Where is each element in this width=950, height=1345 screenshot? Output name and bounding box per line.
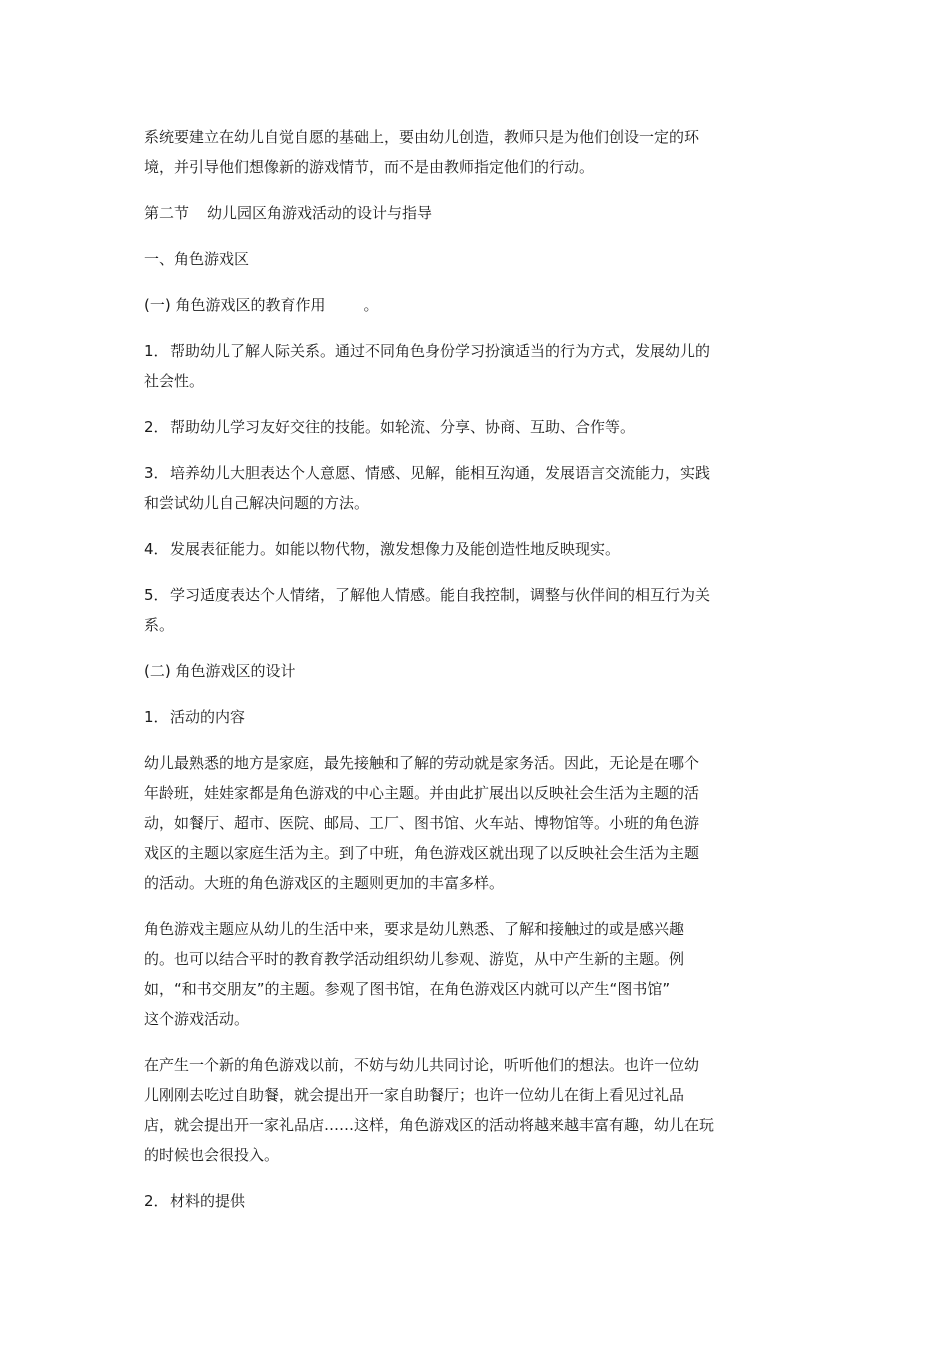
item-number: 1． <box>144 708 169 726</box>
text-line: 的活动。大班的角色游戏区的主题则更加的丰富多样。 <box>144 874 505 892</box>
item-number: 1． <box>144 342 169 360</box>
text-line: 戏区的主题以家庭生活为主。到了中班，角色游戏区就出现了以反映社会生活为主题 <box>144 844 700 862</box>
list-item-5: 5．学习适度表达个人情绪，了解他人情感。能自我控制，调整与伙伴间的相互行为关 系。 <box>144 580 764 640</box>
subheading-materials: 2．材料的提供 <box>144 1186 764 1216</box>
theme-paragraph <box>144 914 764 1034</box>
text-line: 年龄班，娃娃家都是角色游戏的中心主题。并由此扩展出以反映社会生活为主题的活 <box>144 784 700 802</box>
item-number: 5． <box>144 586 169 604</box>
text-line: 社会性。 <box>144 372 205 390</box>
item-number: 2． <box>144 1192 169 1210</box>
subheading-design: (二) 角色游戏区的设计 <box>144 662 296 680</box>
text-line: 和尝试幼儿自己解决问题的方法。 <box>144 494 370 512</box>
item-number: 4． <box>144 540 169 558</box>
intro-paragraph <box>144 122 764 182</box>
section-title: 幼儿园区角游戏活动的设计与指导 <box>207 204 433 222</box>
content-paragraph <box>144 748 764 898</box>
section-prefix: 第二节 <box>144 204 190 222</box>
item-number: 2． <box>144 418 169 436</box>
text-line: 如，“和书交朋友”的主题。参观了图书馆，在角色游戏区内就可以产生“图书馆” <box>144 980 671 998</box>
item-number: 3． <box>144 464 169 482</box>
list-item-3: 3．培养幼儿大胆表达个人意愿、情感、见解，能相互沟通，发展语言交流能力，实践 和尝试幼儿自己解决问题的方法。 <box>144 458 764 518</box>
subheading-activity-content: 1．活动的内容 <box>144 702 764 732</box>
text-line: 儿刚刚去吃过自助餐，就会提出开一家自助餐厅；也许一位幼儿在街上看见过礼品 <box>144 1086 685 1104</box>
text-line: 的时候也会很投入。 <box>144 1146 280 1164</box>
text-line: 境，并引导他们想像新的游戏情节，而不是由教师指定他们的行动。 <box>144 158 595 176</box>
section-heading <box>144 198 764 228</box>
list-item-4: 4．发展表征能力。如能以物代物，激发想像力及能创造性地反映现实。 <box>144 534 764 564</box>
new-game-paragraph <box>144 1050 764 1170</box>
list-item-2: 2．帮助幼儿学习友好交往的技能。如轮流、分享、协商、互助、合作等。 <box>144 412 764 442</box>
heading-role-play-area: 一、角色游戏区 <box>144 250 250 268</box>
text-line: 系。 <box>144 616 175 634</box>
document-page <box>144 122 764 1232</box>
text-line: 幼儿最熟悉的地方是家庭，最先接触和了解的劳动就是家务活。因此，无论是在哪个 <box>144 754 700 772</box>
subheading-educational-role: (一) 角色游戏区的教育作用 。 <box>144 296 379 314</box>
text-line: 动，如餐厅、超市、医院、邮局、工厂、图书馆、火车站、博物馆等。小班的角色游 <box>144 814 700 832</box>
text-line: 这个游戏活动。 <box>144 1010 250 1028</box>
text-line: 系统要建立在幼儿自觉自愿的基础上，要由幼儿创造，教师只是为他们创设一定的环 <box>144 128 700 146</box>
text-line: 角色游戏主题应从幼儿的生活中来，要求是幼儿熟悉、了解和接触过的或是感兴趣 <box>144 920 685 938</box>
text-line: 的。也可以结合平时的教育教学活动组织幼儿参观、游览，从中产生新的主题。例 <box>144 950 685 968</box>
text-line: 店，就会提出开一家礼品店……这样，角色游戏区的活动将越来越丰富有趣，幼儿在玩 <box>144 1116 715 1134</box>
text-line: 在产生一个新的角色游戏以前，不妨与幼儿共同讨论，听听他们的想法。也许一位幼 <box>144 1056 700 1074</box>
list-item-1: 1．帮助幼儿了解人际关系。通过不同角色身份学习扮演适当的行为方式，发展幼儿的 社会性。 <box>144 336 764 396</box>
